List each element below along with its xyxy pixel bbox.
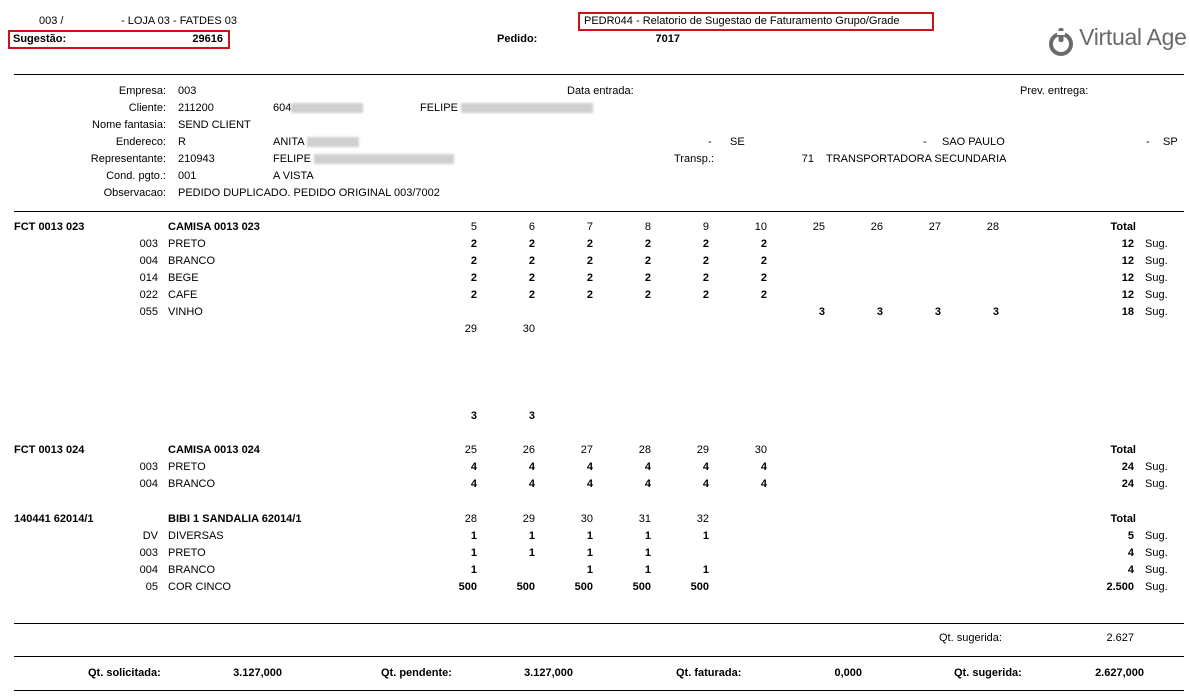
endereco-street: ANITA [273,136,359,148]
row-color-code: DV [142,530,158,542]
total-header: Total [1110,444,1136,456]
endereco-dash-1: - [708,136,712,148]
qty-cell: 2 [528,289,535,301]
qty-cell: 2 [470,289,477,301]
row-total: 12 [1121,255,1134,267]
sug-label: Sug. [1145,238,1168,250]
redacted-rep [314,154,454,164]
qty-cell: 500 [574,581,593,593]
total-header: Total [1110,221,1136,233]
endereco-uf-2: SP [1163,136,1178,148]
row-total: 4 [1127,564,1134,576]
size-header: 6 [528,221,535,233]
representante-label: Representante: [90,153,166,165]
sug-label: Sug. [1145,564,1168,576]
obs-value: PEDIDO DUPLICADO. PEDIDO ORIGINAL 003/7002 [178,187,440,199]
footer-top-divider [14,656,1184,657]
cond-label: Cond. pgto.: [106,170,166,182]
info-divider [14,211,1184,212]
sug-label: Sug. [1145,272,1168,284]
size-header: 5 [470,221,477,233]
size-header: 8 [644,221,651,233]
size-header: 10 [754,221,767,233]
qty-cell: 2 [586,255,593,267]
size-header: 30 [580,513,593,525]
qty-cell: 2 [702,272,709,284]
row-color-name: PRETO [168,238,206,250]
size-header: 26 [522,444,535,456]
qty-cell: 1 [528,547,535,559]
qty-cell: 4 [586,478,593,490]
sug-label: Sug. [1145,547,1168,559]
transp-name: TRANSPORTADORA SECUNDARIA [826,153,1007,165]
row-color-name: BRANCO [168,255,216,267]
qty-cell: 2 [702,255,709,267]
sug-label: Sug. [1145,255,1168,267]
cond-value: A VISTA [273,170,314,182]
size-header: 27 [928,221,941,233]
qty-cell: 2 [702,289,709,301]
qt-sugerida-value: 2.627 [1106,632,1134,644]
qty-cell: 3 [818,306,825,318]
qty-cell: 500 [632,581,651,593]
row-color-code: 014 [139,272,158,284]
cond-code: 001 [178,170,197,182]
extra-qty-cell: 3 [470,410,477,422]
qty-cell: 500 [458,581,477,593]
size-header: 28 [464,513,477,525]
qt-sugerida-total-label: Qt. sugerida: [954,667,1022,679]
qt-solicitada-label: Qt. solicitada: [88,667,161,679]
empresa-label: Empresa: [118,85,166,97]
size-header: 29 [696,444,709,456]
size-header: 30 [754,444,767,456]
row-total: 24 [1121,478,1134,490]
cliente-name: FELIPE [420,102,593,114]
qty-cell: 2 [644,255,651,267]
qty-cell: 4 [702,461,709,473]
transp-label: Transp.: [674,153,714,165]
row-color-name: COR CINCO [168,581,231,593]
size-header: 28 [638,444,651,456]
virtual-age-logo-icon [1046,27,1076,57]
prev-entrega-label: Prev. entrega: [1020,85,1089,97]
sug-label: Sug. [1145,461,1168,473]
row-total: 12 [1121,289,1134,301]
qty-cell: 2 [760,255,767,267]
row-color-code: 003 [139,461,158,473]
pedido-value: 7017 [655,33,680,45]
row-total: 12 [1121,272,1134,284]
qty-cell: 4 [644,478,651,490]
cliente-label: Cliente: [128,102,166,114]
qty-cell: 2 [528,238,535,250]
size-header: 29 [522,513,535,525]
qty-cell: 4 [528,478,535,490]
row-total: 12 [1121,238,1134,250]
size-header: 7 [586,221,593,233]
row-color-name: DIVERSAS [168,530,224,542]
qty-cell: 1 [702,564,709,576]
row-color-code: 022 [139,289,158,301]
row-color-name: CAFE [168,289,198,301]
qty-cell: 3 [876,306,883,318]
qty-cell: 4 [528,461,535,473]
qty-cell: 1 [702,530,709,542]
report-title: PEDR044 - Relatorio de Sugestao de Faturamento Grupo/Grade [584,15,900,27]
qty-cell: 1 [586,530,593,542]
representante-code: 210943 [178,153,215,165]
row-color-code: 055 [139,306,158,318]
qty-cell: 4 [702,478,709,490]
row-total: 5 [1127,530,1134,542]
qty-cell: 2 [760,238,767,250]
row-total: 4 [1127,547,1134,559]
qty-cell: 2 [528,272,535,284]
qt-solicitada-value: 3.127,000 [233,667,282,679]
header-divider [14,74,1184,75]
logo-text: Virtual Age [1079,24,1187,50]
qty-cell: 2 [644,289,651,301]
group-code: FCT 0013 024 [14,444,85,456]
qt-sugerida-label: Qt. sugerida: [939,632,1002,644]
row-color-name: BRANCO [168,478,216,490]
row-color-name: BEGE [168,272,199,284]
row-color-name: VINHO [168,306,203,318]
qty-cell: 4 [470,461,477,473]
qty-cell: 2 [528,255,535,267]
qty-cell: 1 [644,547,651,559]
qty-cell: 4 [760,461,767,473]
row-color-code: 05 [145,581,158,593]
row-color-code: 004 [139,564,158,576]
qty-cell: 1 [586,547,593,559]
size-header: 9 [702,221,709,233]
group-code: FCT 0013 023 [14,221,85,233]
endereco-label: Endereco: [115,136,166,148]
row-total: 18 [1121,306,1134,318]
qty-cell: 1 [528,530,535,542]
qty-cell: 2 [470,238,477,250]
endereco-uf-1: SE [730,136,745,148]
group-name: CAMISA 0013 024 [168,444,260,456]
store-name: - LOJA 03 - FATDES 03 [121,15,237,27]
qty-cell: 4 [470,478,477,490]
redacted-street [307,137,359,147]
sug-label: Sug. [1145,530,1168,542]
qty-cell: 1 [470,530,477,542]
qty-cell: 2 [586,289,593,301]
qty-cell: 1 [586,564,593,576]
extra-qty-cell: 3 [528,410,535,422]
row-total: 24 [1121,461,1134,473]
cliente-code: 211200 [178,102,214,114]
transp-code: 71 [801,153,814,165]
representante-name: FELIPE [273,153,454,165]
empresa-value: 003 [178,85,197,97]
endereco-dash-2: - [923,136,927,148]
row-color-code: 003 [139,547,158,559]
size-header: 28 [986,221,999,233]
qty-cell: 4 [586,461,593,473]
size-header: 25 [464,444,477,456]
row-color-code: 004 [139,255,158,267]
size-header: 32 [696,513,709,525]
qt-sugerida-total-value: 2.627,000 [1095,667,1144,679]
qty-cell: 500 [690,581,709,593]
row-color-code: 004 [139,478,158,490]
qty-cell: 2 [760,289,767,301]
size-header: 27 [580,444,593,456]
qt-faturada-label: Qt. faturada: [676,667,742,679]
sugestao-label: Sugestão: [13,33,67,45]
footer-bottom-divider [14,690,1184,691]
qty-cell: 500 [516,581,535,593]
row-total: 2.500 [1106,581,1134,593]
sug-label: Sug. [1145,289,1168,301]
qty-cell: 3 [934,306,941,318]
row-color-name: PRETO [168,547,206,559]
qty-cell: 2 [586,238,593,250]
qty-cell: 2 [586,272,593,284]
qty-cell: 2 [470,272,477,284]
qty-cell: 4 [760,478,767,490]
row-color-code: 003 [139,238,158,250]
extra-size-header: 29 [464,323,477,335]
size-header: 26 [870,221,883,233]
qty-cell: 2 [644,272,651,284]
qty-cell: 1 [470,564,477,576]
store-code: 003 / [39,15,64,27]
redacted-name [461,103,593,113]
endereco-city: SAO PAULO [942,136,1005,148]
qt-faturada-value: 0,000 [834,667,862,679]
cliente-doc: 604 [273,102,363,114]
sug-label: Sug. [1145,306,1168,318]
sug-label: Sug. [1145,478,1168,490]
row-color-name: BRANCO [168,564,216,576]
obs-label: Observacao: [103,187,166,199]
qty-cell: 1 [644,530,651,542]
qt-pendente-value: 3.127,000 [524,667,573,679]
sugestao-value: 29616 [192,33,223,45]
qty-cell: 2 [470,255,477,267]
qty-cell: 2 [760,272,767,284]
endereco-type: R [178,136,186,148]
data-entrada-label: Data entrada: [567,85,634,97]
qty-cell: 1 [644,564,651,576]
sug-label: Sug. [1145,581,1168,593]
redacted-doc [291,103,363,113]
row-color-name: PRETO [168,461,206,473]
logo [1046,24,1187,57]
qt-pendente-label: Qt. pendente: [381,667,452,679]
qty-cell: 4 [644,461,651,473]
group-code: 140441 62014/1 [14,513,94,525]
qty-cell: 1 [470,547,477,559]
fantasia-label: Nome fantasia: [92,119,166,131]
size-header: 25 [812,221,825,233]
summary-divider [14,623,1184,624]
extra-size-header: 30 [522,323,535,335]
fantasia-value: SEND CLIENT [178,119,251,131]
qty-cell: 3 [992,306,999,318]
total-header: Total [1110,513,1136,525]
qty-cell: 2 [702,238,709,250]
pedido-label: Pedido: [497,33,538,45]
endereco-dash-3: - [1146,136,1150,148]
qty-cell: 2 [644,238,651,250]
group-name: BIBI 1 SANDALIA 62014/1 [168,513,302,525]
group-name: CAMISA 0013 023 [168,221,260,233]
size-header: 31 [638,513,651,525]
